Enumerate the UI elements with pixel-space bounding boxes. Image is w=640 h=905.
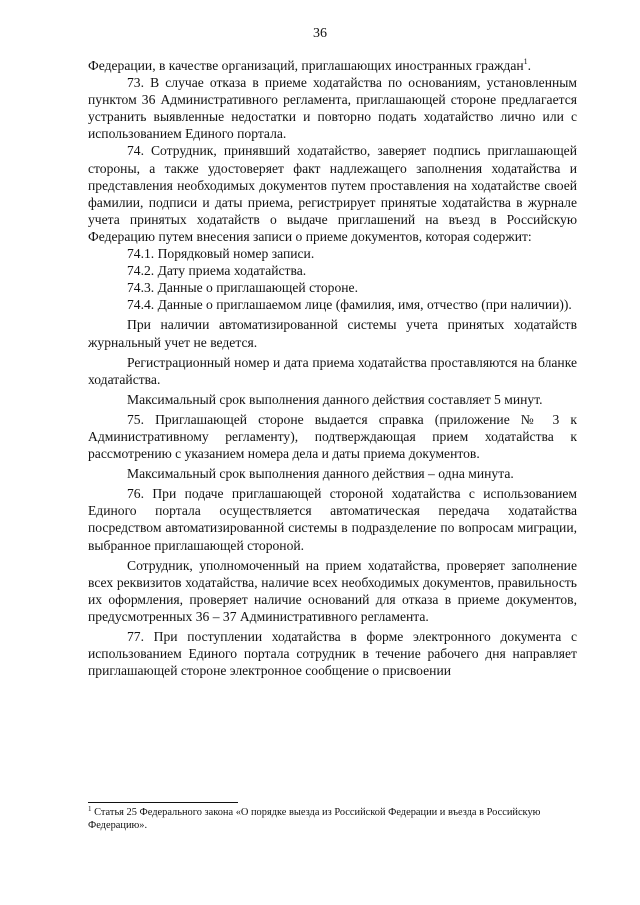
page-number: 36 xyxy=(313,26,327,41)
paragraph-75: 75. Приглашающей стороне выдается справка (приложение № 3 к Административному регламенту), подтверждающая прием ходатайства к рассмотрению с указанием номера дела и даты приема документов. xyxy=(88,411,577,462)
paragraph-74-1: 74.1. Порядковый номер записи. xyxy=(127,246,315,262)
paragraph-intro-end: . xyxy=(527,58,532,73)
paragraph-73: 73. В случае отказа в приеме ходатайства по основаниям, установленным пунктом 36 Административного регламента, приглашающей стороне предлагается устранить выявленные недостатки и повторно подать ходатайство лично или с использованием Единого портала. xyxy=(88,75,577,142)
footnote-text: Статья 25 Федерального закона «О порядке выезда из Российской Федерации и въезда в Российскую Федерацию». xyxy=(88,807,541,831)
paragraph-automated-system: При наличии автоматизированной системы учета принятых ходатайств журнальный учет не ведется. xyxy=(88,317,577,350)
paragraph-77: 77. При поступлении ходатайства в форме электронного документа с использованием Единого портала сотрудник в течение рабочего дня направляет приглашающей стороне электронное сообщение о присвоении xyxy=(88,629,577,679)
footnote xyxy=(88,806,577,832)
body-text xyxy=(88,57,577,679)
footnote-mark: 1 xyxy=(88,805,92,813)
paragraph-check: Сотрудник, уполномоченный на прием ходатайства, проверяет заполнение всех реквизитов ходатайства, наличие всех необходимых документов, правильность их оформления, проверяет наличие оснований для отказа в приеме документов, предусмотренных 36 – 37 Административного регламента. xyxy=(88,557,577,624)
paragraph-intro xyxy=(88,57,577,74)
paragraph-max-1-minute: Максимальный срок выполнения данного действия – одна минута. xyxy=(127,466,514,482)
footnote-reference: 1 xyxy=(523,57,528,66)
paragraph-registration: Регистрационный номер и дата приема ходатайства проставляются на бланке ходатайства. xyxy=(88,354,577,387)
paragraph-74-4: 74.4. Данные о приглашаемом лице (фамилия, имя, отчество (при наличии)). xyxy=(127,297,572,313)
footnote-separator xyxy=(88,802,238,803)
paragraph-76: 76. При подаче приглашающей стороной ходатайства с использованием Единого портала осуществляется автоматическая передача ходатайства посредством автоматизированной системы в подразделение по вопросам миграции, выбранное приглашающей стороной. xyxy=(88,486,577,553)
paragraph-intro-text: Федерации, в качестве организаций, приглашающих иностранных граждан xyxy=(88,58,524,73)
paragraph-max-5-minutes: Максимальный срок выполнения данного действия составляет 5 минут. xyxy=(127,391,543,407)
paragraph-74-3: 74.3. Данные о приглашающей стороне. xyxy=(127,280,358,296)
paragraph-74-2: 74.2. Дату приема ходатайства. xyxy=(127,263,307,279)
paragraph-74: 74. Сотрудник, принявший ходатайство, заверяет подпись приглашающей стороны, а также удостоверяет факт надлежащего заполнения ходатайства и представления необходимых документов путем проставления на ходатайстве своей фамилии, подписи и даты приема, регистрирует принятые ходатайства в журнале учета принятых ходатайств о выдаче приглашений на въезд в Российскую Федерацию путем внесения записи о приеме документов, которая содержит: xyxy=(88,143,577,244)
